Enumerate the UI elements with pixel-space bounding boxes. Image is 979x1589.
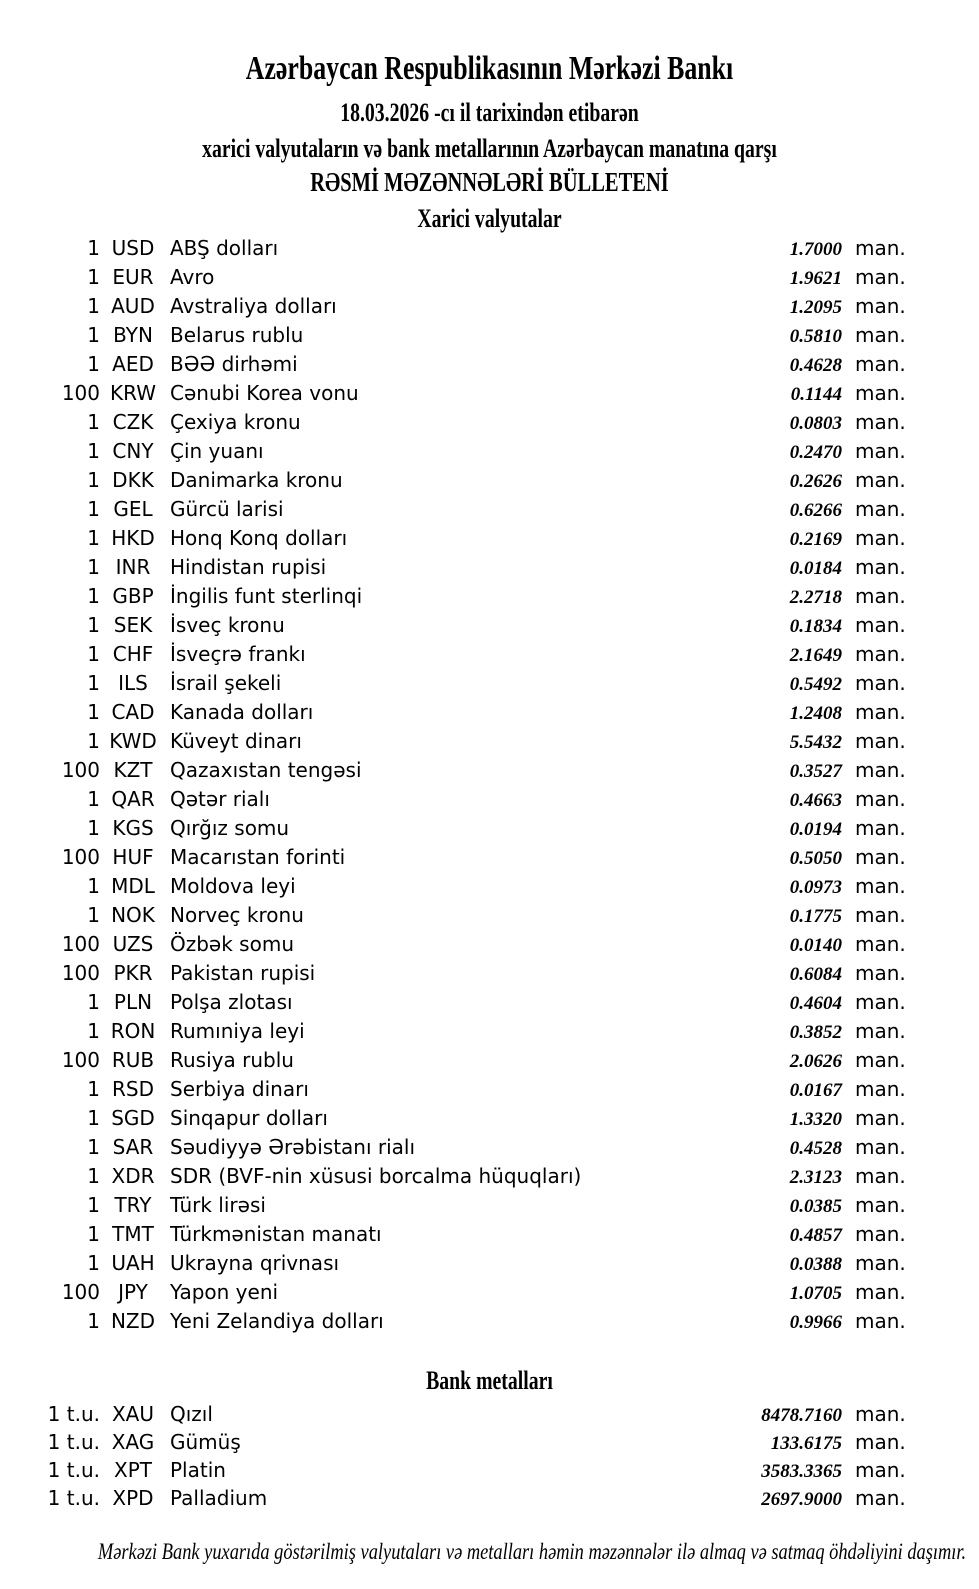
- unit-cell: man.: [855, 439, 906, 463]
- unit-cell: man.: [855, 1430, 906, 1454]
- unit-cell: man.: [855, 1251, 906, 1275]
- quantity-cell: 1: [87, 613, 100, 637]
- currency-code-cell: ILS: [118, 671, 148, 695]
- unit-cell: man.: [855, 294, 906, 318]
- currency-code-cell: INR: [115, 555, 151, 579]
- table-row: [0, 1249, 979, 1278]
- rate-cell: 0.5050: [789, 848, 842, 869]
- rate-cell: 2.2718: [789, 587, 842, 608]
- table-row: [0, 727, 979, 756]
- quantity-cell: 1: [87, 468, 100, 492]
- unit-cell: man.: [855, 265, 906, 289]
- rate-cell: 8478.7160: [761, 1405, 842, 1426]
- currency-code-cell: KGS: [112, 816, 154, 840]
- unit-cell: man.: [855, 1280, 906, 1304]
- rate-cell: 0.5810: [789, 326, 842, 347]
- currency-code-cell: HUF: [112, 845, 154, 869]
- unit-cell: man.: [855, 1486, 906, 1510]
- currency-code-cell: MDL: [111, 874, 155, 898]
- unit-cell: man.: [855, 671, 906, 695]
- table-row: [0, 1162, 979, 1191]
- unit-cell: man.: [855, 468, 906, 492]
- section-title-currencies: Xarici valyutalar: [417, 204, 562, 233]
- currency-code-cell: KRW: [110, 381, 156, 405]
- quantity-cell: 1: [87, 787, 100, 811]
- table-row: [0, 379, 979, 408]
- rate-cell: 0.0194: [789, 819, 842, 840]
- unit-cell: man.: [855, 1164, 906, 1188]
- table-row: [0, 930, 979, 959]
- currency-code-cell: CAD: [111, 700, 155, 724]
- unit-cell: man.: [855, 1193, 906, 1217]
- currency-code-cell: SAR: [112, 1135, 154, 1159]
- quantity-cell: 1: [87, 294, 100, 318]
- rate-cell: 1.2095: [789, 297, 842, 318]
- rate-cell: 0.0184: [789, 558, 842, 579]
- currency-name-cell: Çexiya kronu: [170, 410, 301, 434]
- quantity-cell: 1: [87, 410, 100, 434]
- table-row: [0, 843, 979, 872]
- unit-cell: man.: [855, 323, 906, 347]
- currency-name-cell: Sinqapur dolları: [170, 1106, 328, 1130]
- quantity-cell: 1: [87, 1309, 100, 1333]
- table-row: [0, 1046, 979, 1075]
- currency-name-cell: Danimarka kronu: [170, 468, 343, 492]
- currency-code-cell: RUB: [111, 1048, 155, 1072]
- rate-cell: 3583.3365: [761, 1461, 842, 1482]
- currency-name-cell: Platin: [170, 1458, 226, 1482]
- currency-code-cell: GBP: [112, 584, 154, 608]
- quantity-cell: 1: [87, 352, 100, 376]
- currency-name-cell: İsrail şekeli: [170, 671, 282, 695]
- currency-code-cell: KWD: [109, 729, 157, 753]
- quantity-cell: 100: [61, 932, 100, 956]
- rate-cell: 0.4628: [789, 355, 842, 376]
- currency-code-cell: PKR: [113, 961, 153, 985]
- rate-cell: 0.3852: [789, 1022, 842, 1043]
- bulletin-title: RƏSMİ MƏZƏNNƏLƏRİ BÜLLETENİ: [310, 167, 669, 197]
- quantity-cell: 1: [87, 642, 100, 666]
- table-row: [0, 1400, 979, 1428]
- unit-cell: man.: [855, 990, 906, 1014]
- quantity-cell: 1: [87, 990, 100, 1014]
- currency-name-cell: Serbiya dinarı: [170, 1077, 309, 1101]
- unit-cell: man.: [855, 787, 906, 811]
- table-row: [0, 553, 979, 582]
- table-row: [0, 437, 979, 466]
- quantity-cell: 1: [87, 903, 100, 927]
- rate-cell: 2697.9000: [761, 1489, 842, 1510]
- metals-table: [0, 1400, 979, 1512]
- quantity-cell: 1: [87, 1135, 100, 1159]
- table-row: [0, 1017, 979, 1046]
- currency-code-cell: AUD: [111, 294, 155, 318]
- table-row: [0, 234, 979, 263]
- unit-cell: man.: [855, 903, 906, 927]
- quantity-cell: 1: [87, 497, 100, 521]
- unit-cell: man.: [855, 236, 906, 260]
- currency-code-cell: GEL: [113, 497, 153, 521]
- date-line: 18.03.2026 -cı il tarixindən etibarən: [340, 98, 639, 127]
- unit-cell: man.: [855, 1077, 906, 1101]
- table-row: [0, 321, 979, 350]
- currency-name-cell: Səudiyyə Ərəbistanı rialı: [170, 1135, 416, 1159]
- quantity-cell: 1: [87, 671, 100, 695]
- currency-code-cell: EUR: [112, 265, 154, 289]
- quantity-cell: 1: [87, 1193, 100, 1217]
- currency-name-cell: Kanada dolları: [170, 700, 314, 724]
- currency-name-cell: Macarıstan forinti: [170, 845, 346, 869]
- rate-cell: 0.0385: [789, 1196, 842, 1217]
- quantity-cell: 1 t.u.: [47, 1402, 100, 1426]
- currency-name-cell: Belarus rublu: [170, 323, 304, 347]
- currency-name-cell: Ukrayna qrivnası: [170, 1251, 340, 1275]
- unit-cell: man.: [855, 1019, 906, 1043]
- rate-cell: 0.5492: [789, 674, 842, 695]
- unit-cell: man.: [855, 584, 906, 608]
- unit-cell: man.: [855, 700, 906, 724]
- rate-cell: 2.3123: [789, 1167, 842, 1188]
- currency-name-cell: İsveçrə frankı: [170, 642, 306, 666]
- rate-cell: 0.3527: [789, 761, 842, 782]
- table-row: [0, 959, 979, 988]
- currency-name-cell: SDR (BVF-nin xüsusi borcalma hüquqları): [170, 1164, 582, 1188]
- currency-code-cell: RSD: [112, 1077, 154, 1101]
- table-row: [0, 408, 979, 437]
- currency-name-cell: İsveç kronu: [170, 613, 285, 637]
- currency-name-cell: Avstraliya dolları: [170, 294, 337, 318]
- quantity-cell: 1: [87, 1164, 100, 1188]
- quantity-cell: 1 t.u.: [47, 1430, 100, 1454]
- currency-code-cell: UZS: [112, 932, 154, 956]
- rate-cell: 0.1144: [790, 384, 842, 405]
- currency-name-cell: Qazaxıstan tengəsi: [170, 758, 362, 782]
- unit-cell: man.: [855, 352, 906, 376]
- currency-name-cell: Pakistan rupisi: [170, 961, 316, 985]
- currency-code-cell: XDR: [111, 1164, 155, 1188]
- currency-name-cell: Qızıl: [170, 1402, 213, 1426]
- quantity-cell: 100: [61, 1280, 100, 1304]
- currency-code-cell: XAU: [111, 1402, 155, 1426]
- table-row: [0, 1075, 979, 1104]
- currency-code-cell: NZD: [110, 1309, 156, 1333]
- currency-code-cell: DKK: [112, 468, 154, 492]
- rate-cell: 0.0140: [789, 935, 842, 956]
- currency-name-cell: Gümüş: [170, 1430, 241, 1454]
- rate-cell: 0.1775: [789, 906, 842, 927]
- currency-name-cell: Hindistan rupisi: [170, 555, 327, 579]
- unit-cell: man.: [855, 1402, 906, 1426]
- rate-cell: 1.0705: [789, 1283, 842, 1304]
- unit-cell: man.: [855, 497, 906, 521]
- currency-code-cell: JPY: [118, 1280, 148, 1304]
- table-row: [0, 814, 979, 843]
- subtitle: xarici valyutaların və bank metallarının Azərbaycan manatına qarşı: [202, 134, 777, 163]
- quantity-cell: 100: [61, 381, 100, 405]
- section-title-metals: Bank metalları: [426, 1366, 553, 1395]
- currency-name-cell: Polşa zlotası: [170, 990, 293, 1014]
- currency-name-cell: Türkmənistan manatı: [170, 1222, 382, 1246]
- rate-cell: 0.6084: [789, 964, 842, 985]
- quantity-cell: 1: [87, 729, 100, 753]
- rate-cell: 2.0626: [789, 1051, 842, 1072]
- quantity-cell: 1 t.u.: [47, 1458, 100, 1482]
- currency-name-cell: Yeni Zelandiya dolları: [170, 1309, 384, 1333]
- rate-cell: 0.4528: [789, 1138, 842, 1159]
- table-row: [0, 785, 979, 814]
- table-row: [0, 524, 979, 553]
- unit-cell: man.: [855, 729, 906, 753]
- quantity-cell: 1: [87, 1077, 100, 1101]
- unit-cell: man.: [855, 816, 906, 840]
- currency-code-cell: NOK: [111, 903, 155, 927]
- currency-code-cell: USD: [111, 236, 155, 260]
- table-row: [0, 669, 979, 698]
- rate-cell: 0.6266: [789, 500, 842, 521]
- quantity-cell: 1: [87, 265, 100, 289]
- currency-name-cell: Yapon yeni: [170, 1280, 279, 1304]
- table-row: [0, 292, 979, 321]
- currency-table: [0, 234, 979, 1336]
- rate-cell: 0.4857: [789, 1225, 842, 1246]
- currency-name-cell: Moldova leyi: [170, 874, 296, 898]
- quantity-cell: 1: [87, 700, 100, 724]
- currency-name-cell: Palladium: [170, 1486, 268, 1510]
- rate-cell: 1.9621: [789, 268, 842, 289]
- currency-code-cell: XPD: [112, 1486, 154, 1510]
- currency-code-cell: XAG: [111, 1430, 155, 1454]
- rate-cell: 0.0973: [789, 877, 842, 898]
- rate-cell: 1.2408: [789, 703, 842, 724]
- table-row: [0, 1456, 979, 1484]
- table-row: [0, 582, 979, 611]
- quantity-cell: 1: [87, 584, 100, 608]
- currency-code-cell: UAH: [111, 1251, 155, 1275]
- quantity-cell: 100: [61, 1048, 100, 1072]
- rate-cell: 5.5432: [789, 732, 842, 753]
- rate-cell: 0.0388: [789, 1254, 842, 1275]
- rate-cell: 0.4663: [789, 790, 842, 811]
- currency-name-cell: Honq Konq dolları: [170, 526, 348, 550]
- currency-code-cell: RON: [110, 1019, 156, 1043]
- unit-cell: man.: [855, 845, 906, 869]
- rate-cell: 1.7000: [789, 239, 842, 260]
- quantity-cell: 1: [87, 816, 100, 840]
- table-row: [0, 901, 979, 930]
- unit-cell: man.: [855, 613, 906, 637]
- table-row: [0, 756, 979, 785]
- quantity-cell: 1: [87, 439, 100, 463]
- quantity-cell: 1: [87, 555, 100, 579]
- page-title: Azərbaycan Respublikasının Mərkəzi Bankı: [245, 50, 734, 87]
- unit-cell: man.: [855, 1135, 906, 1159]
- currency-code-cell: TRY: [114, 1193, 152, 1217]
- rate-cell: 0.2169: [789, 529, 842, 550]
- quantity-cell: 1: [87, 526, 100, 550]
- table-row: [0, 495, 979, 524]
- unit-cell: man.: [855, 874, 906, 898]
- quantity-cell: 100: [61, 845, 100, 869]
- unit-cell: man.: [855, 1309, 906, 1333]
- currency-name-cell: Türk lirəsi: [170, 1193, 266, 1217]
- rate-cell: 0.1834: [789, 616, 842, 637]
- quantity-cell: 1 t.u.: [47, 1486, 100, 1510]
- table-row: [0, 872, 979, 901]
- currency-name-cell: Çin yuanı: [170, 439, 264, 463]
- currency-name-cell: Rusiya rublu: [170, 1048, 294, 1072]
- rate-cell: 0.0167: [789, 1080, 842, 1101]
- rate-cell: 0.0803: [789, 413, 842, 434]
- table-row: [0, 1191, 979, 1220]
- table-row: [0, 1278, 979, 1307]
- currency-code-cell: CZK: [112, 410, 154, 434]
- currency-code-cell: AED: [112, 352, 154, 376]
- unit-cell: man.: [855, 642, 906, 666]
- unit-cell: man.: [855, 555, 906, 579]
- currency-name-cell: Qırğız somu: [170, 816, 290, 840]
- table-row: [0, 640, 979, 669]
- quantity-cell: 1: [87, 323, 100, 347]
- currency-code-cell: SGD: [111, 1106, 155, 1130]
- table-row: [0, 263, 979, 292]
- currency-code-cell: CNY: [112, 439, 154, 463]
- rate-cell: 0.2470: [789, 442, 842, 463]
- table-row: [0, 350, 979, 379]
- currency-code-cell: TMT: [112, 1222, 154, 1246]
- table-row: [0, 988, 979, 1017]
- rate-cell: 0.2626: [789, 471, 842, 492]
- currency-code-cell: BYN: [113, 323, 153, 347]
- currency-name-cell: Rumıniya leyi: [170, 1019, 305, 1043]
- table-row: [0, 1484, 979, 1512]
- rate-cell: 1.3320: [789, 1109, 842, 1130]
- footer-note: Mərkəzi Bank yuxarıda göstərilmiş valyutaları və metalları həmin məzənnələr ilə almaq və satmaq öhdəliyini daşımır.: [97, 1539, 967, 1564]
- quantity-cell: 1: [87, 874, 100, 898]
- currency-name-cell: Avro: [170, 265, 215, 289]
- quantity-cell: 100: [61, 758, 100, 782]
- table-row: [0, 1104, 979, 1133]
- currency-name-cell: Norveç kronu: [170, 903, 304, 927]
- unit-cell: man.: [855, 932, 906, 956]
- currency-code-cell: HKD: [111, 526, 155, 550]
- currency-code-cell: SEK: [113, 613, 153, 637]
- unit-cell: man.: [855, 381, 906, 405]
- table-row: [0, 611, 979, 640]
- quantity-cell: 100: [61, 961, 100, 985]
- rate-cell: 0.4604: [789, 993, 842, 1014]
- table-row: [0, 1133, 979, 1162]
- table-row: [0, 1220, 979, 1249]
- table-row: [0, 1428, 979, 1456]
- table-row: [0, 1307, 979, 1336]
- unit-cell: man.: [855, 1106, 906, 1130]
- unit-cell: man.: [855, 1048, 906, 1072]
- rate-cell: 2.1649: [789, 645, 842, 666]
- currency-name-cell: İngilis funt sterlinqi: [170, 584, 363, 608]
- quantity-cell: 1: [87, 236, 100, 260]
- currency-code-cell: QAR: [111, 787, 155, 811]
- currency-name-cell: Qətər rialı: [170, 787, 270, 811]
- quantity-cell: 1: [87, 1251, 100, 1275]
- currency-code-cell: XPT: [114, 1458, 152, 1482]
- unit-cell: man.: [855, 961, 906, 985]
- unit-cell: man.: [855, 1222, 906, 1246]
- currency-code-cell: PLN: [113, 990, 153, 1014]
- currency-code-cell: CHF: [112, 642, 154, 666]
- currency-name-cell: Gürcü larisi: [170, 497, 284, 521]
- table-row: [0, 698, 979, 727]
- currency-name-cell: BƏƏ dirhəmi: [170, 352, 298, 376]
- quantity-cell: 1: [87, 1106, 100, 1130]
- table-row: [0, 466, 979, 495]
- quantity-cell: 1: [87, 1019, 100, 1043]
- unit-cell: man.: [855, 526, 906, 550]
- rate-cell: 0.9966: [789, 1312, 842, 1333]
- rate-cell: 133.6175: [770, 1433, 842, 1454]
- currency-code-cell: KZT: [113, 758, 153, 782]
- unit-cell: man.: [855, 1458, 906, 1482]
- currency-name-cell: Küveyt dinarı: [170, 729, 302, 753]
- quantity-cell: 1: [87, 1222, 100, 1246]
- currency-name-cell: Özbək somu: [170, 932, 294, 956]
- currency-name-cell: ABŞ dolları: [170, 236, 279, 260]
- unit-cell: man.: [855, 758, 906, 782]
- unit-cell: man.: [855, 410, 906, 434]
- currency-name-cell: Cənubi Korea vonu: [170, 381, 359, 405]
